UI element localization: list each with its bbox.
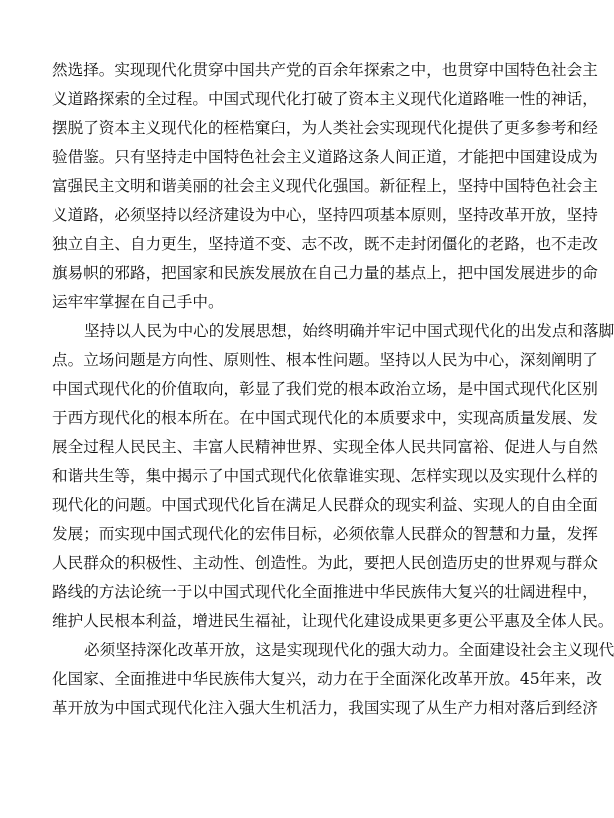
paragraph-2-line-11: 维护人民根本利益，增进民生福祉，让现代化建设成果更多更公平惠及全体人民。 [52,612,614,630]
paragraph-2-line-3: 中国式现代化的价值取向，彰显了我们党的根本政治立场，是中国式现代化区别 [52,380,598,398]
paragraph-1-line-2: 义道路探索的全过程。中国式现代化打破了资本主义现代化道路唯一性的神话， [52,90,598,108]
paragraph-1-line-1: 然选择。实现现代化贯穿中国共产党的百余年探索之中，也贯穿中国特色社会主 [52,61,598,79]
paragraph-2-line-10: 路线的方法论统一于以中国式现代化全面推进中华民族伟大复兴的壮阔进程中， [52,583,598,601]
paragraph-1-line-4: 验借鉴。只有坚持走中国特色社会主义道路这条人间正道，才能把中国建设成为 [52,148,598,166]
paragraph-2-line-9: 人民群众的积极性、主动性、创造性。为此，要把人民创造历史的世界观与群众 [52,554,598,572]
paragraph-1-line-9: 运牢牢掌握在自己手中。 [52,293,224,311]
paragraph-2-line-6: 和谐共生等，集中揭示了中国式现代化依靠谁实现、怎样实现以及实现什么样的 [52,467,598,485]
paragraph-2-line-7: 现代化的问题。中国式现代化旨在满足人民群众的现实利益、实现人的自由全面 [52,496,598,514]
paragraph-2-line-2: 点。立场问题是方向性、原则性、根本性问题。坚持以人民为中心，深刻阐明了 [52,351,598,369]
paragraph-3-line-3: 革开放为中国式现代化注入强大生机活力，我国实现了从生产力相对落后到经济 [52,699,598,717]
paragraph-1-line-3: 摆脱了资本主义现代化的桎梏窠臼，为人类社会实现现代化提供了更多参考和经 [52,119,598,137]
paragraph-2-line-8: 发展；而实现中国式现代化的宏伟目标，必须依靠人民群众的智慧和力量，发挥 [52,525,598,543]
paragraph-1-line-7: 独立自主、自力更生，坚持道不变、志不改，既不走封闭僵化的老路，也不走改 [52,235,598,253]
paragraph-2-line-4: 于西方现代化的根本所在。在中国式现代化的本质要求中，实现高质量发展、发 [52,409,598,427]
paragraph-3-line-1: 必须坚持深化改革开放，这是实现现代化的强大动力。全面建设社会主义现代 [84,641,614,659]
paragraph-1-line-8: 旗易帜的邪路，把国家和民族发展放在自己力量的基点上，把中国发展进步的命 [52,264,598,282]
paragraph-2-line-1: 坚持以人民为中心的发展思想，始终明确并牢记中国式现代化的出发点和落脚 [84,322,614,340]
paragraph-2-line-5: 展全过程人民民主、丰富人民精神世界、实现全体人民共同富裕、促进人与自然 [52,438,598,456]
paragraph-1-line-6: 义道路，必须坚持以经济建设为中心，坚持四项基本原则，坚持改革开放，坚持 [52,206,598,224]
paragraph-3-line-2: 化国家、全面推进中华民族伟大复兴，动力在于全面深化改革开放。45年来，改 [52,670,603,688]
paragraph-1-line-5: 富强民主文明和谐美丽的社会主义现代化强国。新征程上，坚持中国特色社会主 [52,177,598,195]
